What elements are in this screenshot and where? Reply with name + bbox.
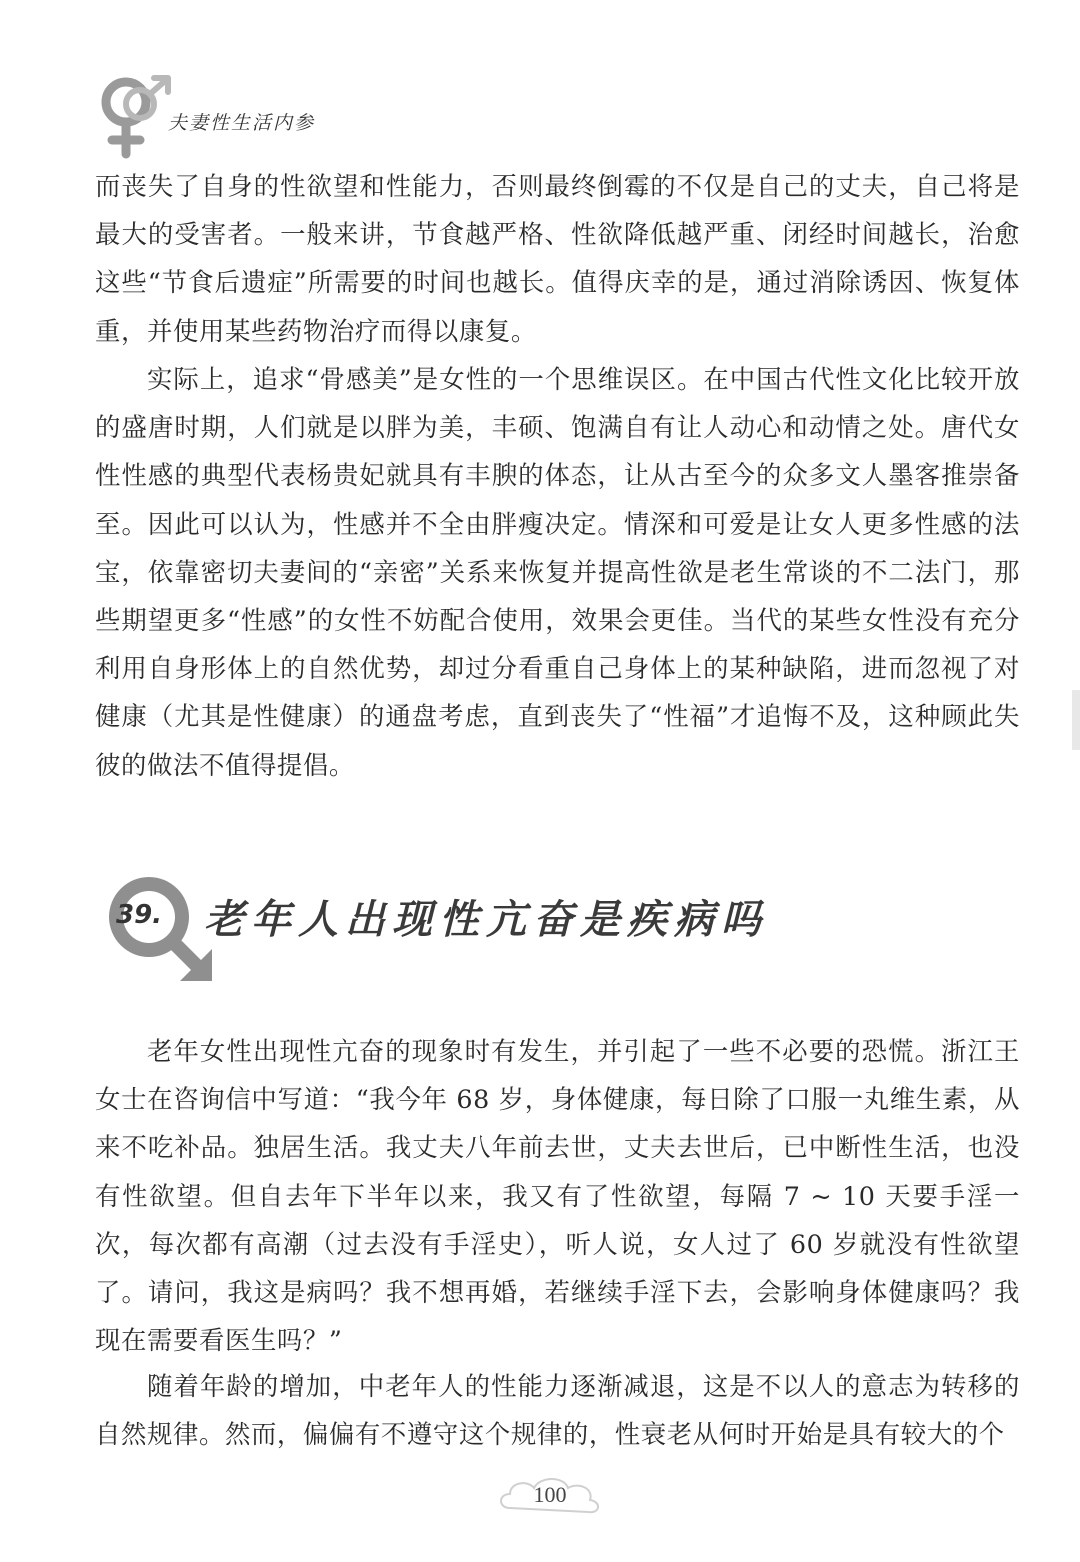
paragraph-3: 老年女性出现性亢奋的现象时有发生，并引起了一些不必要的恐慌。浙江王女士在咨询信中写道：“我今年 68 岁，身体健康，每日除了口服一丸维生素，从来不吃补品。独居生活。我丈夫八年前去世，丈夫去世后，已中断性生活，也没有性欲望。但自去年下半年以来，我又有了性欲望，每隔 7 ~ 10 天要手淫一次，每次都有高潮（过去没有手淫史），听人说，女人过了 60 岁就没有性欲望了。请问，我这是病吗？我不想再婚，若继续手淫下去，会影响身体健康吗？我现在需要看医生吗？” [95, 1036, 1020, 1356]
page-number: 100 [533, 1482, 567, 1507]
page-edge-mark [1072, 690, 1080, 750]
running-header: 夫妻性生活内参 [168, 112, 316, 134]
paragraph-2: 实际上，追求“骨感美”是女性的一个思维误区。在中国古代性文化比较开放的盛唐时期，人们就是以胖为美，丰硕、饱满自有让人动心和动情之处。唐代女性性感的典型代表杨贵妃就具有丰腴的体态，让从古至今的众多文人墨客推崇备至。因此可以认为，性感并不全由胖瘦决定。情深和可爱是让女人更多性感的法宝，依靠密切夫妻间的“亲密”关系来恢复并提高性欲是老生常谈的不二法门，那些期望更多“性感”的女性不妨配合使用，效果会更佳。当代的某些女性没有充分利用自身形体上的自然优势，却过分看重自己身体上的某种缺陷，进而忽视了对健康（尤其是性健康）的通盘考虑，直到丧失了“性福”才追悔不及，这种顾此失彼的做法不值得提倡。 [95, 364, 1020, 780]
section-number: 39. [116, 900, 163, 930]
paragraph-1: 而丧失了自身的性欲望和性能力，否则最终倒霉的不仅是自己的丈夫，自己将是最大的受害者。一般来讲，节食越严格、性欲降低越严重、闭经时间越长，治愈这些“节食后遗症”所需要的时间也越长。值得庆幸的是，通过消除诱因、恢复体重，并使用某些药物治疗而得以康复。 [95, 171, 1020, 346]
paragraph-4: 随着年龄的增加，中老年人的性能力逐渐减退，这是不以人的意志为转移的自然规律。然而，偏偏有不遵守这个规律的，性衰老从何时开始是具有较大的个 [95, 1371, 1020, 1450]
gender-symbols-icon [96, 70, 176, 160]
section-title: 老年人出现性亢奋是疾病吗 [204, 897, 768, 943]
